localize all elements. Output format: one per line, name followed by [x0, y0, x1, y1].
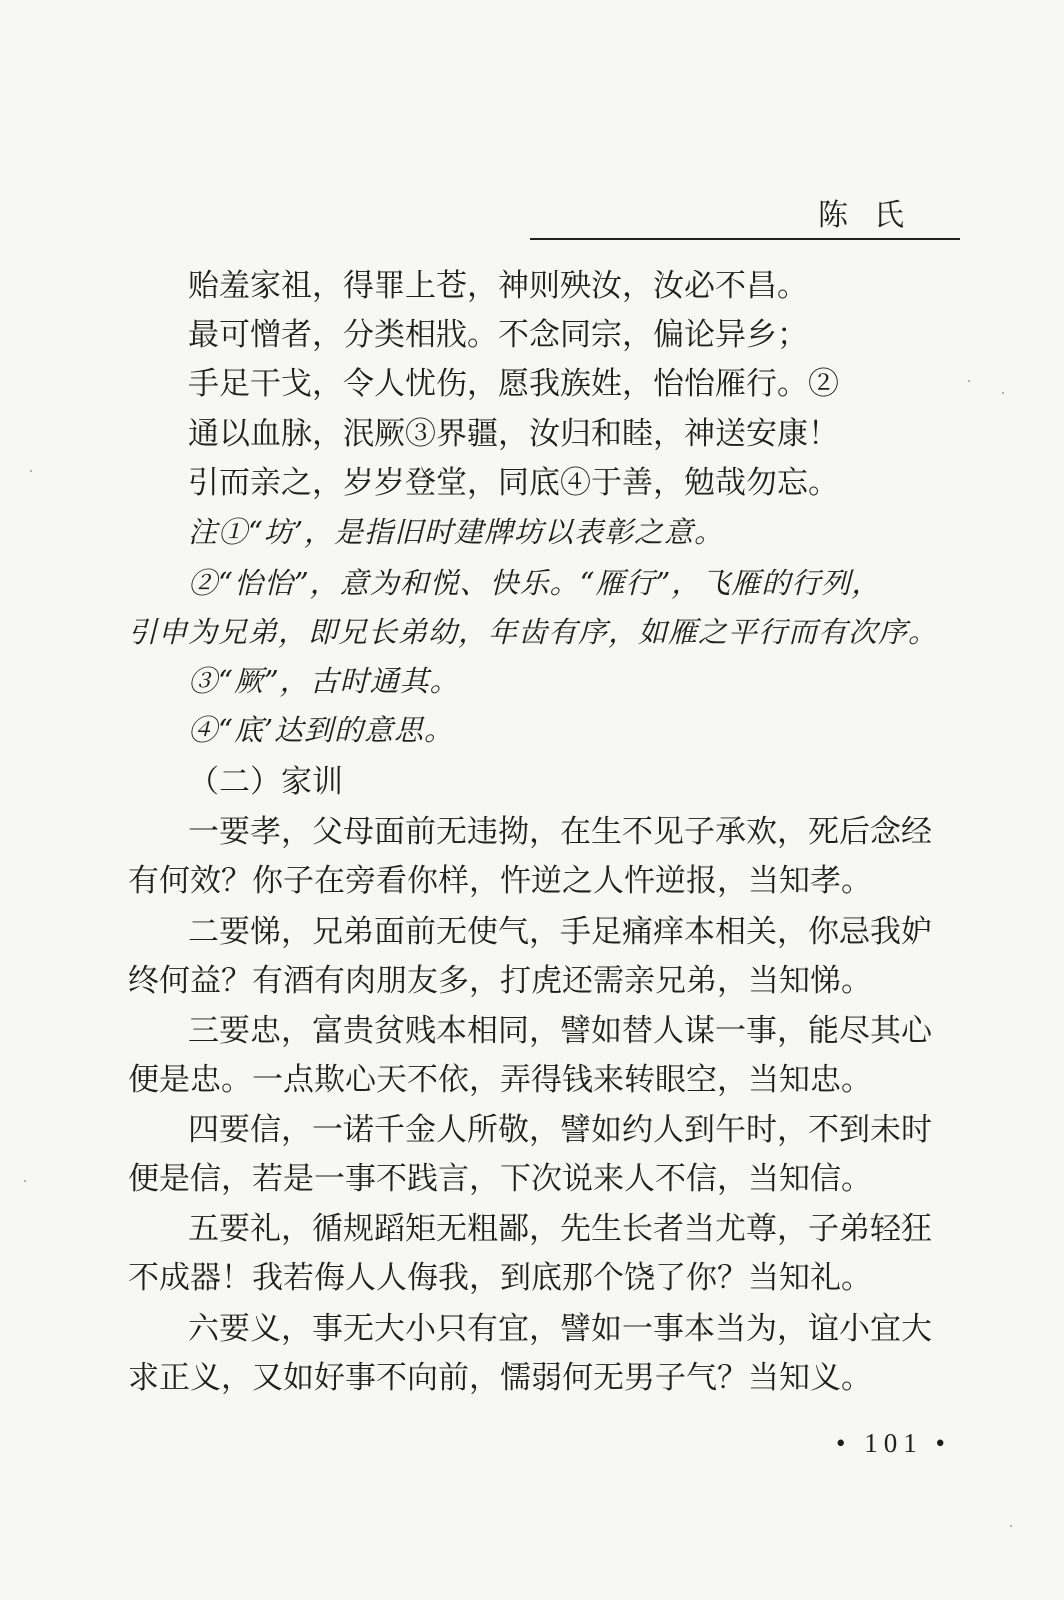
scan-speck — [968, 380, 970, 382]
note-line: 引申为兄弟，即兄长弟幼，年齿有序，如雁之平行而有次序。 — [128, 615, 939, 649]
precept-line: 不成器！我若侮人人侮我，到底那个饶了你？当知礼。 — [128, 1260, 872, 1296]
precept-line: 终何益？有酒有肉朋友多，打虎还需亲兄弟，当知悌。 — [128, 963, 872, 999]
note-line: ②“怡怡”，意为和悦、快乐。“雁行”，飞雁的行列， — [188, 566, 882, 600]
running-head-title: 陈氏 — [818, 198, 930, 233]
precept-line: 五要礼，循规蹈矩无粗鄙，先生长者当尤尊，子弟轻狂 — [188, 1211, 932, 1247]
poem-line: 通以血脉，泯厥③界疆，汝归和睦，神送安康！ — [188, 416, 839, 452]
poem-line: 引而亲之，岁岁登堂，同底④于善，勉哉勿忘。 — [188, 465, 839, 501]
precept-line: 三要忠，富贵贫贱本相同，譬如替人谋一事，能尽其心 — [188, 1013, 932, 1049]
scan-speck — [24, 1180, 26, 1182]
scan-speck — [30, 470, 32, 472]
precept-line: 一要孝，父母面前无违拗，在生不见子承欢，死后念经 — [188, 814, 932, 850]
running-head-rule — [530, 238, 960, 240]
running-head — [530, 188, 960, 240]
page-number: • 101 • — [836, 1428, 951, 1458]
note-line: 注①“坊’，是指旧时建牌坊以表彰之意。 — [188, 515, 725, 549]
scan-speck — [1010, 1525, 1012, 1527]
section-heading: （二）家训 — [188, 764, 343, 800]
precept-line: 六要义，事无大小只有宜，譬如一事本当为，谊小宜大 — [188, 1311, 932, 1347]
precept-line: 便是信，若是一事不践言，下次说来人不信，当知信。 — [128, 1161, 872, 1197]
precept-line: 二要悌，兄弟面前无使气，手足痛痒本相关，你忌我妒 — [188, 914, 932, 950]
precept-line: 便是忠。一点欺心天不依，弄得钱来转眼空，当知忠。 — [128, 1062, 872, 1098]
precept-line: 四要信，一诺千金人所敬，譬如约人到午时，不到未时 — [188, 1112, 932, 1148]
poem-line: 贻羞家祖，得罪上苍，神则殃汝，汝必不昌。 — [188, 268, 808, 304]
poem-line: 手足干戈，令人忧伤，愿我族姓，怡怡雁行。② — [188, 366, 839, 402]
precept-line: 有何效？你子在旁看你样，忤逆之人忤逆报，当知孝。 — [128, 863, 872, 899]
note-line: ③“厥”，古时通其。 — [188, 664, 460, 698]
scan-speck — [1002, 392, 1004, 394]
precept-line: 求正义，又如好事不向前，懦弱何无男子气？当知义。 — [128, 1360, 872, 1396]
note-line: ④“底’达到的意思。 — [188, 713, 455, 747]
poem-line: 最可憎者，分类相戕。不念同宗，偏论异乡； — [188, 317, 808, 353]
